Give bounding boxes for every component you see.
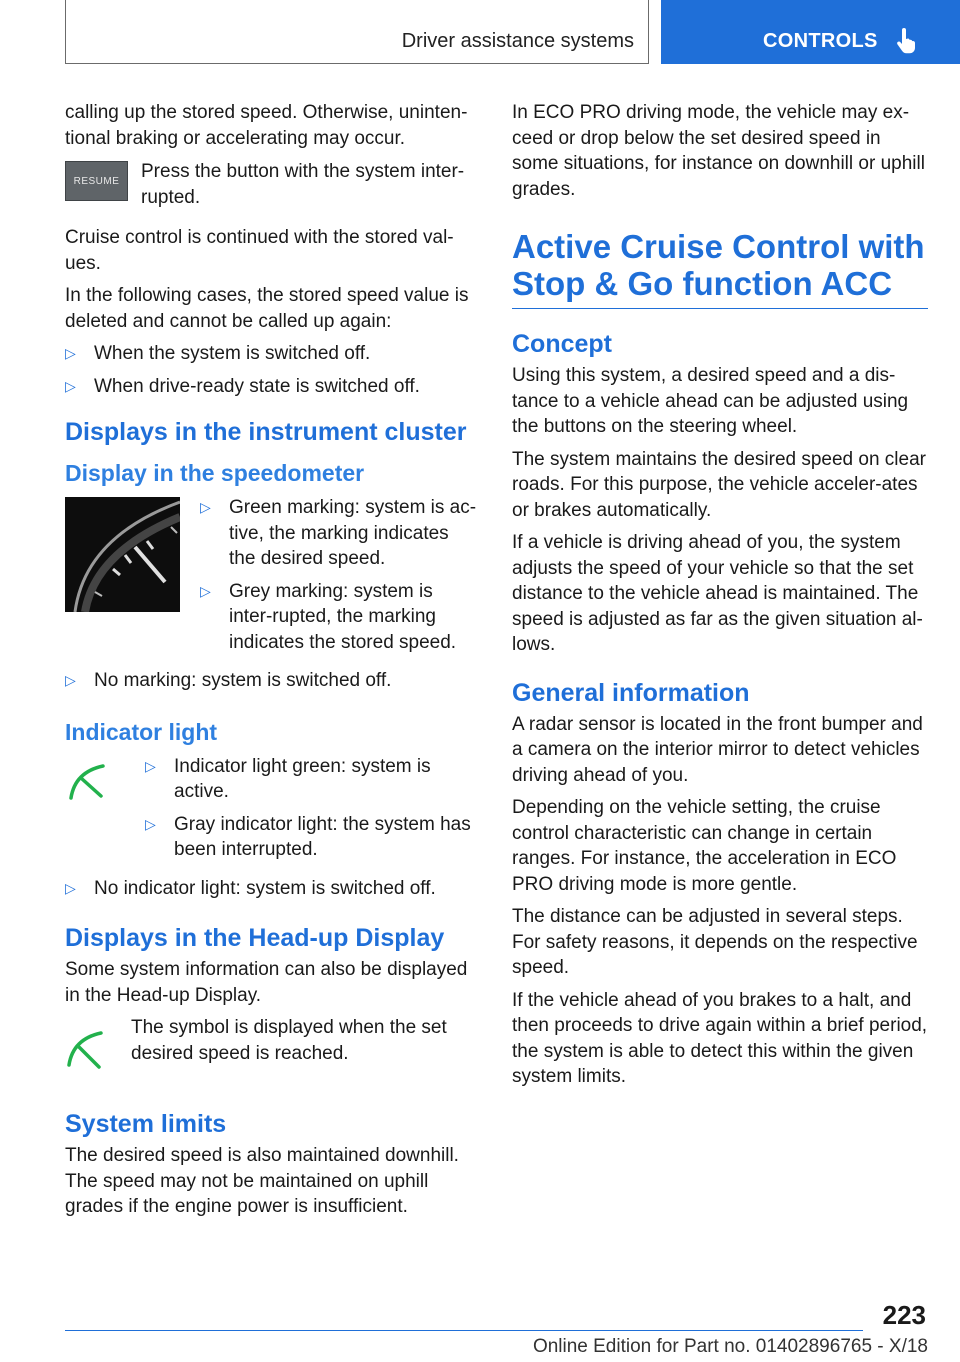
list-item: ▷ When drive-ready state is switched off. <box>65 374 480 400</box>
header-chapter-tab[interactable] <box>661 0 960 64</box>
triangle-bullet-icon: ▷ <box>145 815 156 832</box>
triangle-bullet-icon: ▷ <box>145 757 156 774</box>
hand-pointer-icon <box>895 28 917 54</box>
paragraph: If the vehicle ahead of you brakes to a halt, and then proceeds to drive again within a brief period, the system is able to detect this within the given system limits. <box>512 989 928 1087</box>
paragraph: Depending on the vehicle setting, the cruise control characteristic can change in certain ranges. For instance, the acceleration in ECO PRO driving mode is more gentle. <box>512 797 897 895</box>
subheading-indicator: Indicator light <box>65 718 218 745</box>
triangle-bullet-icon: ▷ <box>65 345 76 361</box>
section-heading-displays: Displays in the instrument cluster <box>65 418 467 446</box>
bullet-list <box>65 876 480 902</box>
speedometer-row <box>65 495 480 662</box>
triangle-bullet-icon: ▷ <box>200 499 211 515</box>
resume-text: Press the button with the system inter‐rupted. <box>141 161 465 208</box>
paragraph: Using this system, a desired speed and a dis‐tance to a vehicle ahead can be adjusted using the buttons on the steering wheel. <box>512 365 909 437</box>
bullet-list <box>65 341 480 399</box>
list-item: ▷ No indicator light: system is switched off. <box>65 876 480 902</box>
header-section-title: Driver assistance systems <box>401 30 634 52</box>
paragraph: The desired speed is also maintained downhill. The speed may not be maintained on uphill grades if the engine power is insufficient. <box>65 1145 459 1217</box>
list-item: ▷ Grey marking: system is inter‐rupted, the marking indicates the stored speed. <box>200 580 457 653</box>
list-item: ▷ Green marking: system is ac‐tive, the marking indicates the desired speed. <box>200 497 477 569</box>
paragraph: The system maintains the desired speed on clear roads. For this purpose, the vehicle acceler‐ates or brakes automatically. <box>512 448 926 521</box>
subheading-speedometer: Display in the speedometer <box>65 460 365 486</box>
resume-button-image <box>65 161 128 201</box>
title-block <box>512 228 928 309</box>
bullet-list <box>65 668 480 694</box>
paragraph: The distance can be adjusted in several steps. For safety reasons, it depends on the respective speed. <box>512 906 918 978</box>
triangle-bullet-icon: ▷ <box>65 879 76 896</box>
triangle-bullet-icon: ▷ <box>65 672 76 688</box>
indicator-row <box>65 754 480 870</box>
section-heading-general: General information <box>512 678 750 707</box>
left-column <box>65 100 480 1227</box>
resume-row <box>65 159 480 217</box>
hud-cruise-symbol-icon <box>65 1029 121 1085</box>
hud-symbol-text: The symbol is displayed when the set desired speed is reached. <box>131 1017 447 1064</box>
header-chapter-title: CONTROLS <box>763 30 878 52</box>
paragraph: Cruise control is continued with the stored val‐ues. <box>65 227 454 274</box>
triangle-bullet-icon: ▷ <box>65 377 76 394</box>
list-item: ▷ When the system is switched off. <box>65 341 480 367</box>
section-heading-concept: Concept <box>512 330 612 358</box>
cruise-indicator-icon <box>65 762 127 818</box>
header-section-tab <box>65 0 649 64</box>
paragraph: In the following cases, the stored speed value is deleted and cannot be called up again: <box>65 285 469 332</box>
bullet-list <box>200 495 480 655</box>
right-column <box>512 100 928 1097</box>
section-title-acc: Active Cruise Control with Stop & Go function ACC <box>512 228 925 302</box>
paragraph: A radar sensor is located in the front bumper and a camera on the interior mirror to detect vehicles driving ahead of you. <box>512 713 923 786</box>
bullet-list <box>145 754 480 863</box>
resume-button-label: RESUME <box>73 175 120 187</box>
triangle-bullet-icon: ▷ <box>200 582 211 599</box>
section-heading-hud: Displays in the Head-up Display <box>65 924 445 952</box>
paragraph: In ECO PRO driving mode, the vehicle may ex‐ceed or drop below the set desired speed in some situations, for instance on downhill or uphill grades. <box>512 102 925 200</box>
paragraph: If a vehicle is driving ahead of you, the system adjusts the speed of your vehicle so that the set distance to the vehicle ahead is maintained. The speed is adjusted as far as the given situation al‐lows. <box>512 532 923 655</box>
page-number: 223 <box>882 1300 926 1330</box>
list-item: ▷ Gray indicator light: the system has been interrupted. <box>145 813 471 860</box>
paragraph: Some system information can also be displayed in the Head-up Display. <box>65 959 468 1006</box>
list-item: ▷ Indicator light green: system is active. <box>145 755 431 802</box>
list-item: ▷ No marking: system is switched off. <box>65 668 480 694</box>
paragraph: calling up the stored speed. Otherwise, uninten‐tional braking or accelerating may occur. <box>65 102 468 149</box>
footer-divider <box>65 1330 863 1331</box>
section-heading-limits: System limits <box>65 1110 227 1138</box>
footer-edition: Online Edition for Part no. 01402896765 - X/18 <box>532 1336 928 1357</box>
hud-symbol-row <box>65 1015 480 1085</box>
speedometer-image <box>65 497 180 612</box>
